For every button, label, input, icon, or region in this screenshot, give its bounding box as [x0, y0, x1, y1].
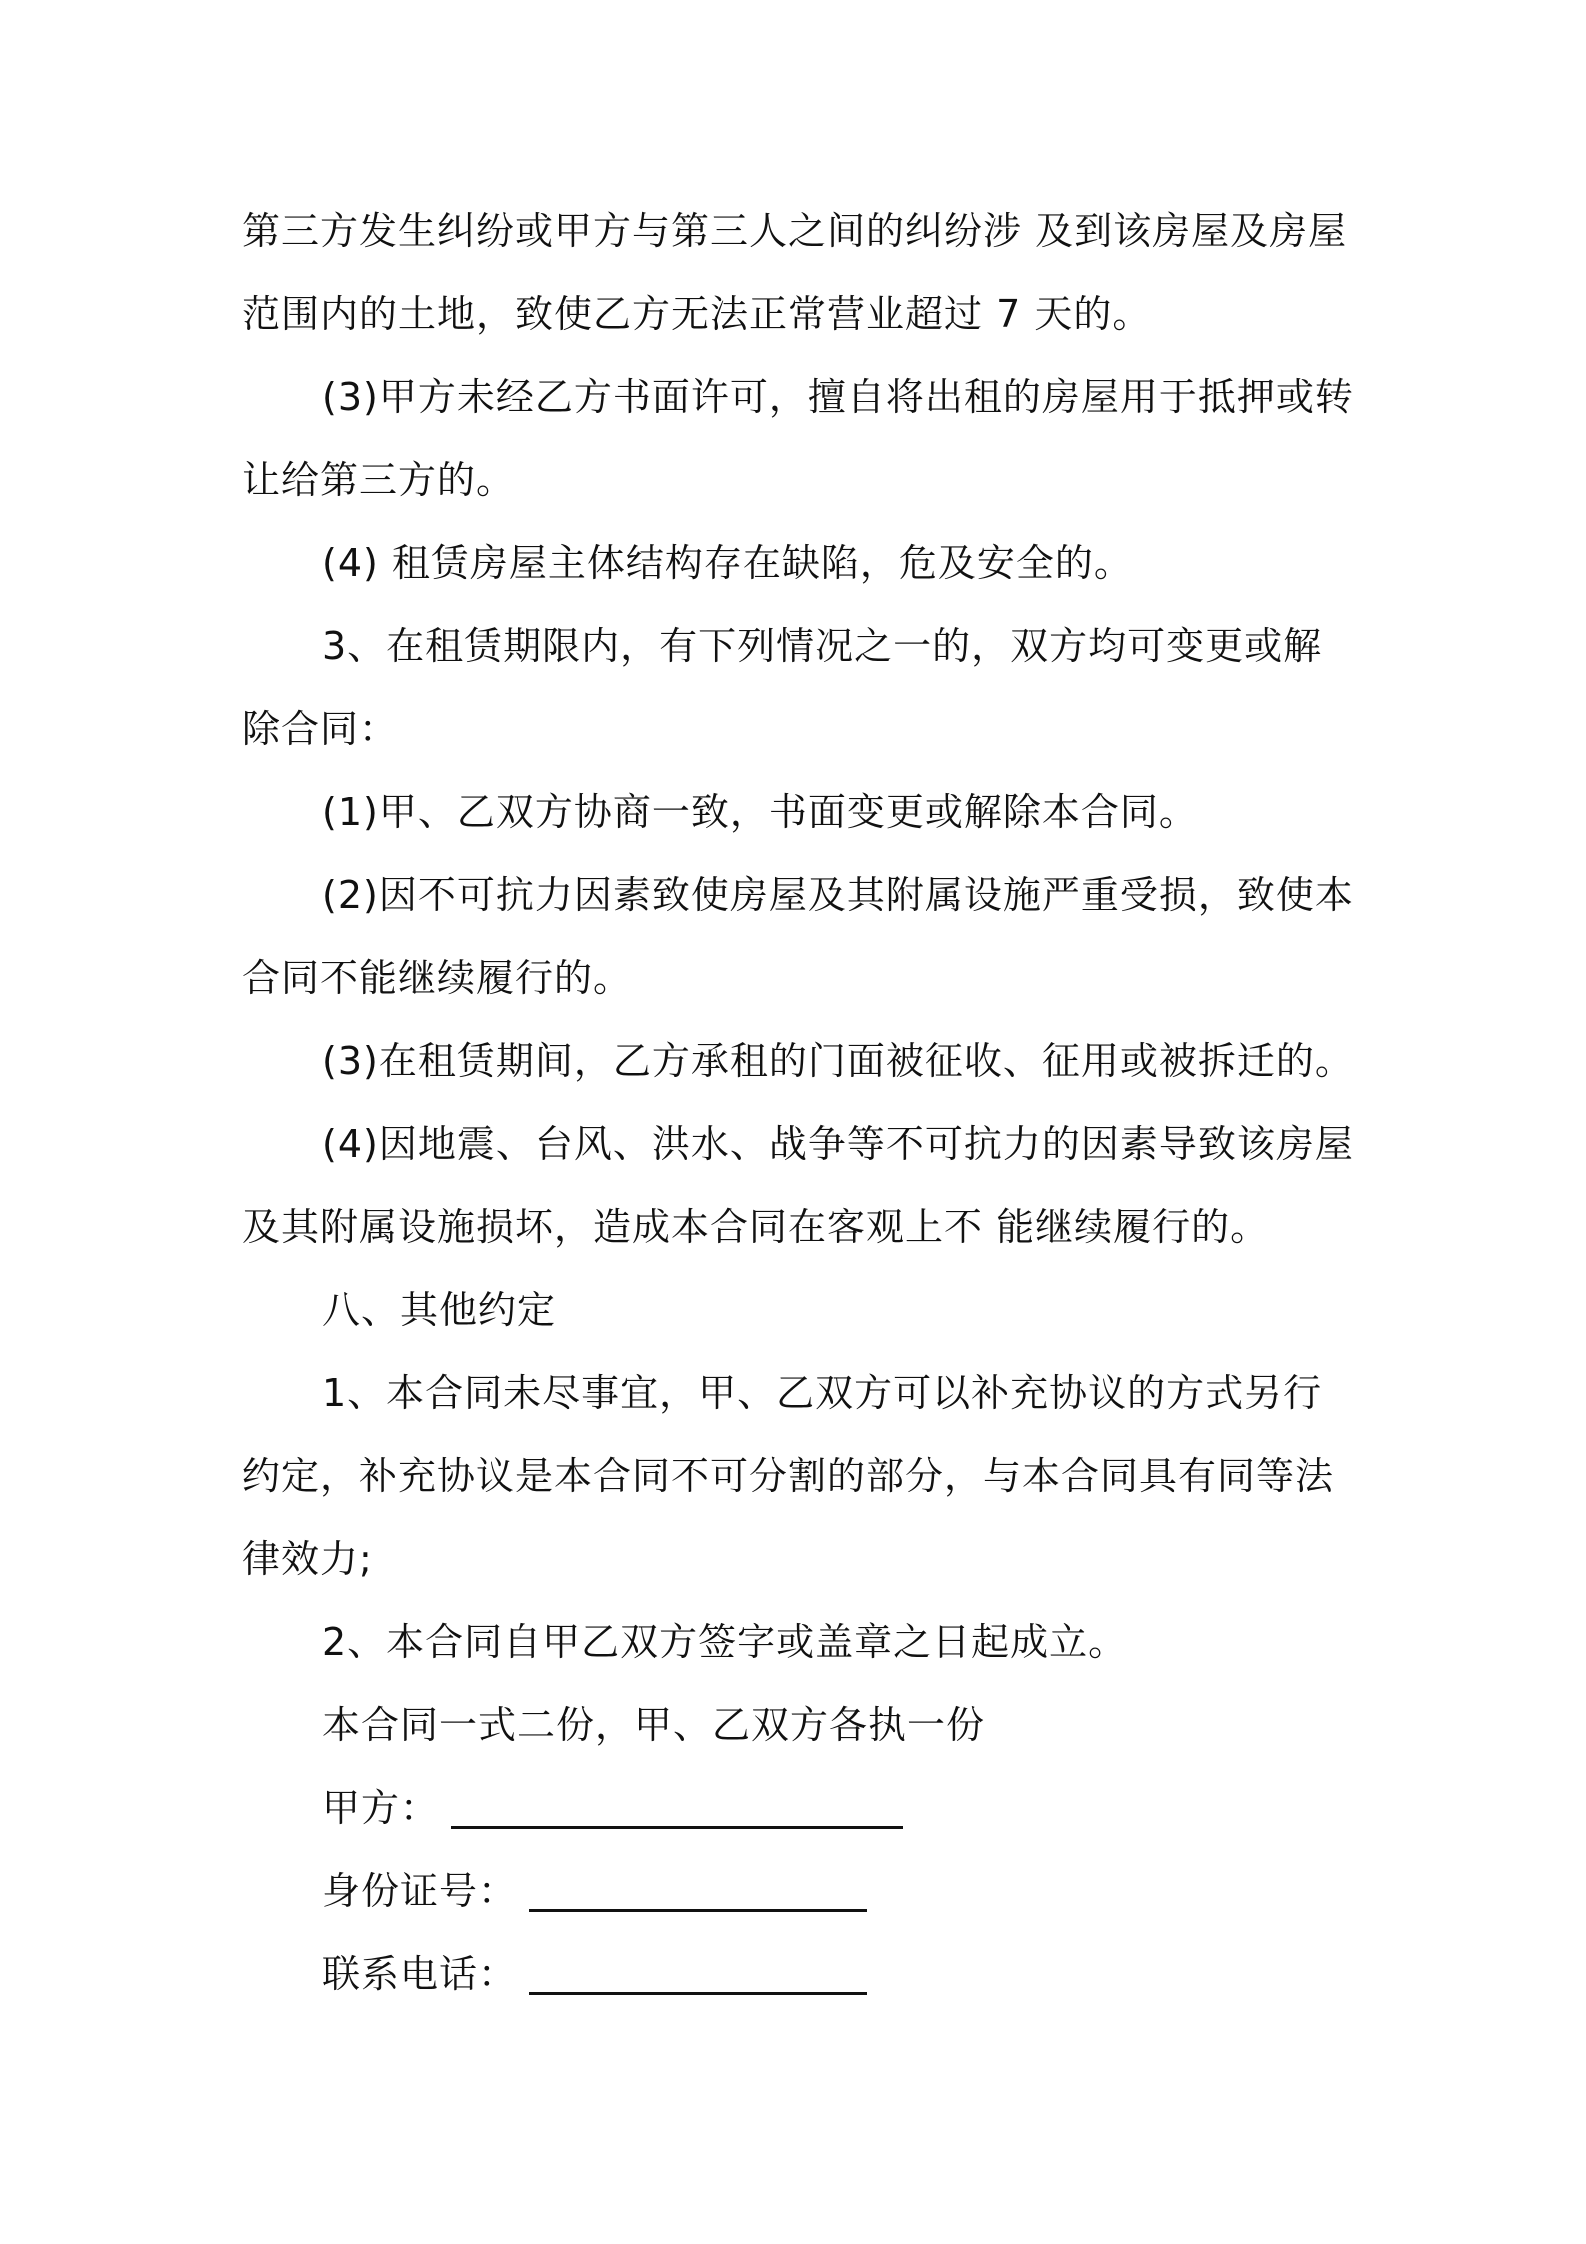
paragraph-force-majeure-damage: (2)因不可抗力因素致使房屋及其附属设施严重受损，致使本合同不能继续履行的。 — [242, 873, 1354, 1000]
paragraph-mortgage-clause: (3)甲方未经乙方书面许可，擅自将出租的房屋用于抵押或转让给第三方的。 — [242, 375, 1354, 502]
contract-body — [242, 190, 1357, 2016]
paragraph-supplementary-agreement: 1、本合同未尽事宜，甲、乙双方可以补充协议的方式另行约定，补充协议是本合同不可分割的部分，与本合同具有同等法律效力; — [242, 1371, 1335, 1581]
id-number-line — [529, 1871, 867, 1912]
paragraph-dispute-clause: 第三方发生纠纷或甲方与第三人之间的纠纷涉 及到该房屋及房屋范围内的土地，致使乙方无法正常营业超过 7 天的。 — [242, 209, 1348, 336]
party-a-field — [242, 1767, 1357, 1850]
phone-line — [529, 1954, 867, 1995]
paragraph-mutual-agreement: (1)甲、乙双方协商一致，书面变更或解除本合同。 — [322, 790, 1198, 834]
paragraph-effective-date: 2、本合同自甲乙双方签字或盖章之日起成立。 — [322, 1620, 1128, 1664]
section-heading-other-terms: 八、其他约定 — [322, 1288, 557, 1332]
party-a-signature-line — [451, 1788, 903, 1829]
id-number-label: 身份证号： — [322, 1869, 518, 1913]
paragraph-structure-defect: (4) 租赁房屋主体结构存在缺陷，危及安全的。 — [322, 541, 1133, 585]
paragraph-natural-disaster: (4)因地震、台风、洪水、战争等不可抗力的因素导致该房屋及其附属设施损坏，造成本合同在客观上不 能继续履行的。 — [242, 1122, 1354, 1249]
paragraph-expropriation: (3)在租赁期间，乙方承租的门面被征收、征用或被拆迁的。 — [322, 1039, 1354, 1083]
party-a-label: 甲方： — [322, 1786, 440, 1830]
id-number-field — [242, 1850, 1357, 1933]
phone-label: 联系电话： — [322, 1952, 518, 1996]
paragraph-termination-conditions: 3、在租赁期限内，有下列情况之一的，双方均可变更或解除合同： — [242, 624, 1323, 751]
phone-field — [242, 1933, 1357, 2016]
paragraph-copies: 本合同一式二份，甲、乙双方各执一份 — [322, 1703, 986, 1747]
